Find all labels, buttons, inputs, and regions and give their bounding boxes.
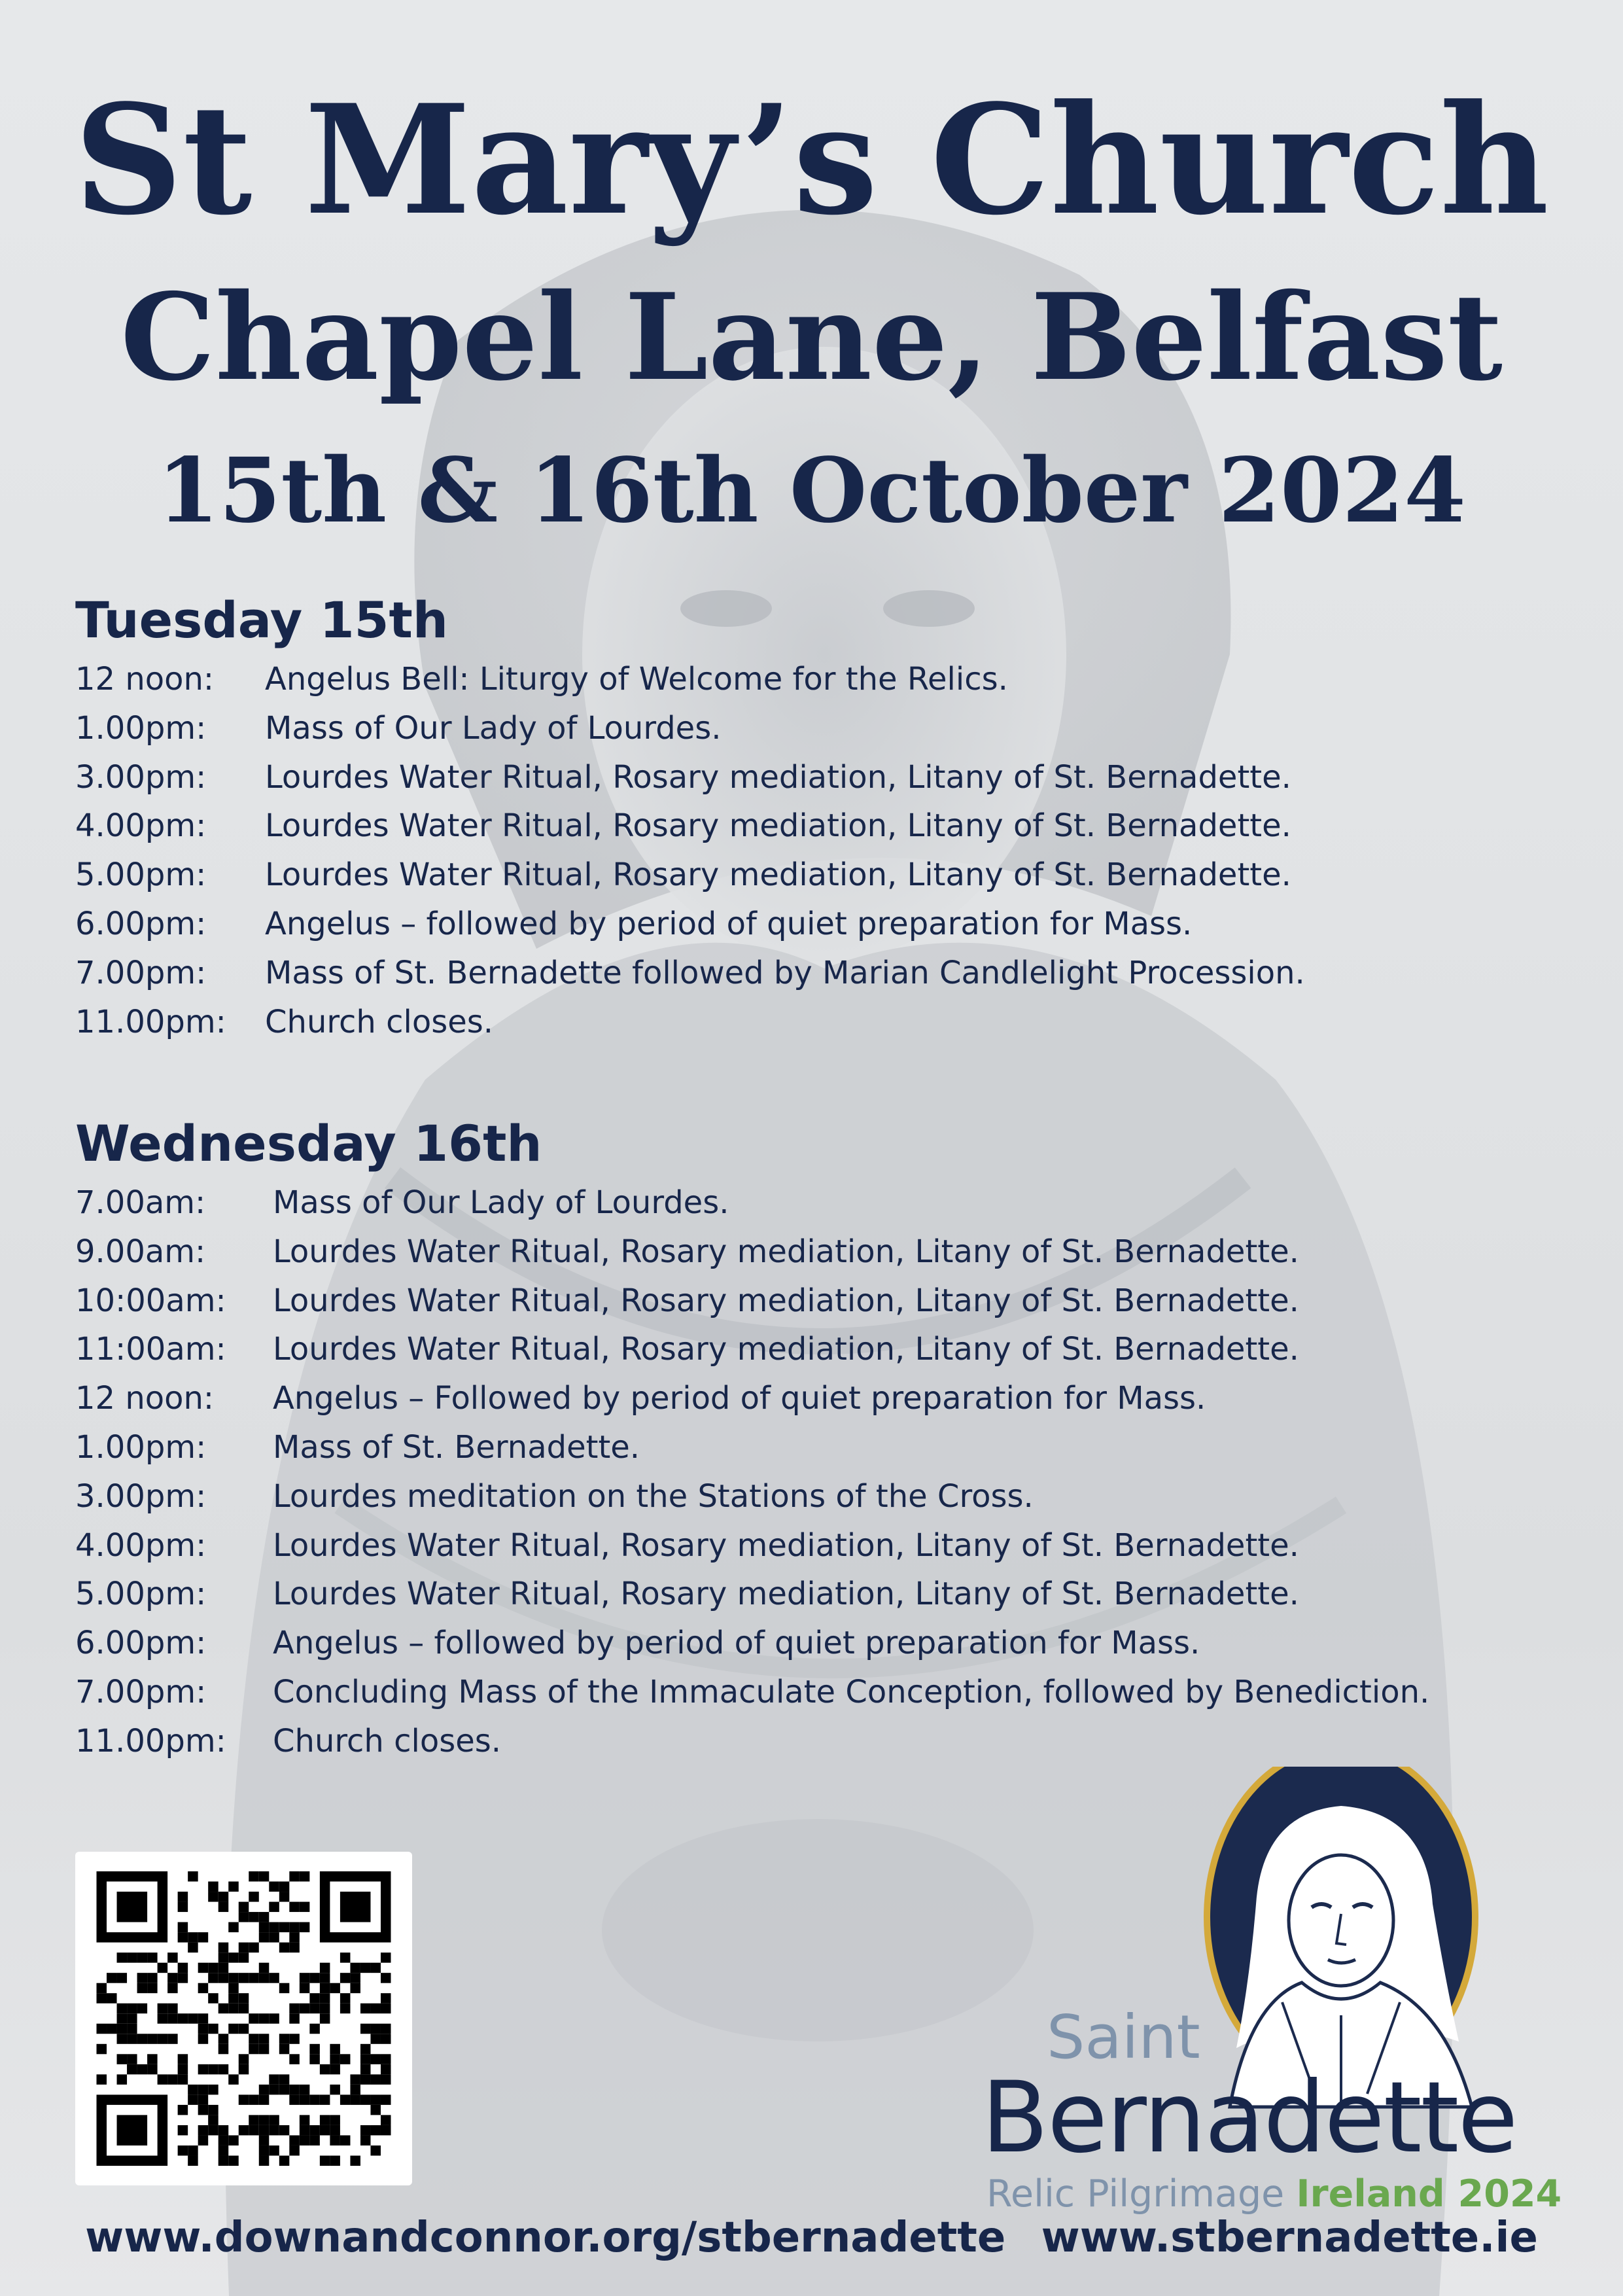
- logo-saint-text: Saint: [1047, 2002, 1200, 2072]
- church-name-title: St Mary’s Church: [74, 72, 1549, 249]
- event-dates-title: 15th & 16th October 2024: [157, 438, 1466, 543]
- schedule-time: 7.00am:: [75, 1184, 206, 1221]
- schedule-event: Lourdes Water Ritual, Rosary mediation, Litany of St. Bernadette.: [273, 1527, 1299, 1564]
- schedule-row: [75, 1625, 1580, 1674]
- schedule-time: 7.00pm:: [75, 1673, 207, 1710]
- schedule-event: Lourdes Water Ritual, Rosary mediation, Litany of St. Bernadette.: [273, 1233, 1299, 1270]
- schedule-time: 1.00pm:: [75, 709, 207, 747]
- qr-code[interactable]: [75, 1852, 412, 2185]
- schedule-row: [75, 759, 1580, 808]
- schedule-time: 6.00pm:: [75, 905, 207, 942]
- schedule-time: 6.00pm:: [75, 1625, 207, 1662]
- schedule-row: [75, 710, 1580, 759]
- schedule-event: Concluding Mass of the Immaculate Conception, followed by Benediction.: [273, 1673, 1430, 1710]
- footer-link-stbernadette[interactable]: www.stbernadette.ie: [1041, 2214, 1538, 2262]
- schedule-event: Mass of Our Lady of Lourdes.: [273, 1184, 729, 1221]
- schedule-event: Angelus – followed by period of quiet preparation for Mass.: [265, 905, 1193, 942]
- schedule-event: Angelus Bell: Liturgy of Welcome for the Relics.: [265, 661, 1008, 698]
- schedule-time: 11:00am:: [75, 1331, 226, 1368]
- schedule-time: 9.00am:: [75, 1233, 206, 1270]
- wednesday-heading: Wednesday 16th: [75, 1114, 542, 1173]
- schedule-time: 10:00am:: [75, 1282, 226, 1319]
- schedule-row: [75, 1282, 1580, 1332]
- schedule-time: 3.00pm:: [75, 758, 207, 796]
- schedule-event: Lourdes Water Ritual, Rosary mediation, Litany of St. Bernadette.: [273, 1282, 1299, 1319]
- footer-link-downandconnor[interactable]: www.downandconnor.org/stbernadette: [85, 2214, 1006, 2262]
- schedule-time: 12 noon:: [75, 1380, 215, 1417]
- logo-bernadette-text: Bernadette: [981, 2061, 1517, 2175]
- schedule-row: [75, 1429, 1580, 1478]
- schedule-time: 12 noon:: [75, 661, 215, 698]
- schedule-row: [75, 1576, 1580, 1625]
- schedule-row: [75, 1478, 1580, 1527]
- schedule-event: Mass of Our Lady of Lourdes.: [265, 709, 722, 747]
- schedule-event: Lourdes Water Ritual, Rosary mediation, Litany of St. Bernadette.: [265, 857, 1291, 894]
- schedule-event: Angelus – followed by period of quiet preparation for Mass.: [273, 1625, 1200, 1662]
- schedule-row: [75, 1184, 1580, 1233]
- schedule-event: Mass of St. Bernadette.: [273, 1428, 640, 1466]
- schedule-row: [75, 955, 1580, 1004]
- schedule-time: 5.00pm:: [75, 857, 207, 894]
- wednesday-schedule: [75, 1112, 1580, 1772]
- schedule-row: [75, 906, 1580, 955]
- schedule-event: Lourdes Water Ritual, Rosary mediation, Litany of St. Bernadette.: [273, 1576, 1299, 1613]
- schedule-time: 5.00pm:: [75, 1576, 207, 1613]
- schedule-row: [75, 1004, 1580, 1053]
- schedule-event: Mass of St. Bernadette followed by Marian Candlelight Procession.: [265, 954, 1305, 991]
- schedule-time: 11.00pm:: [75, 1003, 226, 1040]
- schedule-row: [75, 1331, 1580, 1380]
- schedule-row: [75, 807, 1580, 857]
- schedule-event: Lourdes Water Ritual, Rosary mediation, Litany of St. Bernadette.: [265, 807, 1291, 845]
- schedule-event: Church closes.: [265, 1003, 494, 1040]
- schedule-time: 4.00pm:: [75, 807, 207, 845]
- logo-tagline-relic: Relic Pilgrimage: [986, 2172, 1285, 2216]
- footer-links: [0, 2205, 1623, 2270]
- schedule-row: [75, 1527, 1580, 1576]
- schedule-row: [75, 1674, 1580, 1723]
- schedule-row: [75, 1380, 1580, 1429]
- schedule-event: Lourdes Water Ritual, Rosary mediation, Litany of St. Bernadette.: [273, 1331, 1299, 1368]
- schedule-row: [75, 857, 1580, 906]
- qr-code-icon: [95, 1871, 393, 2166]
- schedule-time: 1.00pm:: [75, 1428, 207, 1466]
- schedule-row: [75, 1723, 1580, 1772]
- schedule-time: 4.00pm:: [75, 1527, 207, 1564]
- schedule-event: Church closes.: [273, 1722, 502, 1759]
- schedule-row: [75, 661, 1580, 710]
- tuesday-heading: Tuesday 15th: [75, 591, 448, 649]
- schedule-event: Lourdes meditation on the Stations of the Cross.: [273, 1477, 1034, 1515]
- church-location-title: Chapel Lane, Belfast: [120, 267, 1503, 407]
- schedule-time: 11.00pm:: [75, 1722, 226, 1759]
- schedule-row: [75, 1233, 1580, 1282]
- tuesday-schedule: [75, 589, 1580, 1052]
- schedule-event: Lourdes Water Ritual, Rosary mediation, Litany of St. Bernadette.: [265, 758, 1291, 796]
- schedule-time: 3.00pm:: [75, 1477, 207, 1515]
- logo-tagline-ireland: Ireland 2024: [1296, 2172, 1562, 2216]
- schedule-event: Angelus – Followed by period of quiet preparation for Mass.: [273, 1380, 1206, 1417]
- schedule-time: 7.00pm:: [75, 954, 207, 991]
